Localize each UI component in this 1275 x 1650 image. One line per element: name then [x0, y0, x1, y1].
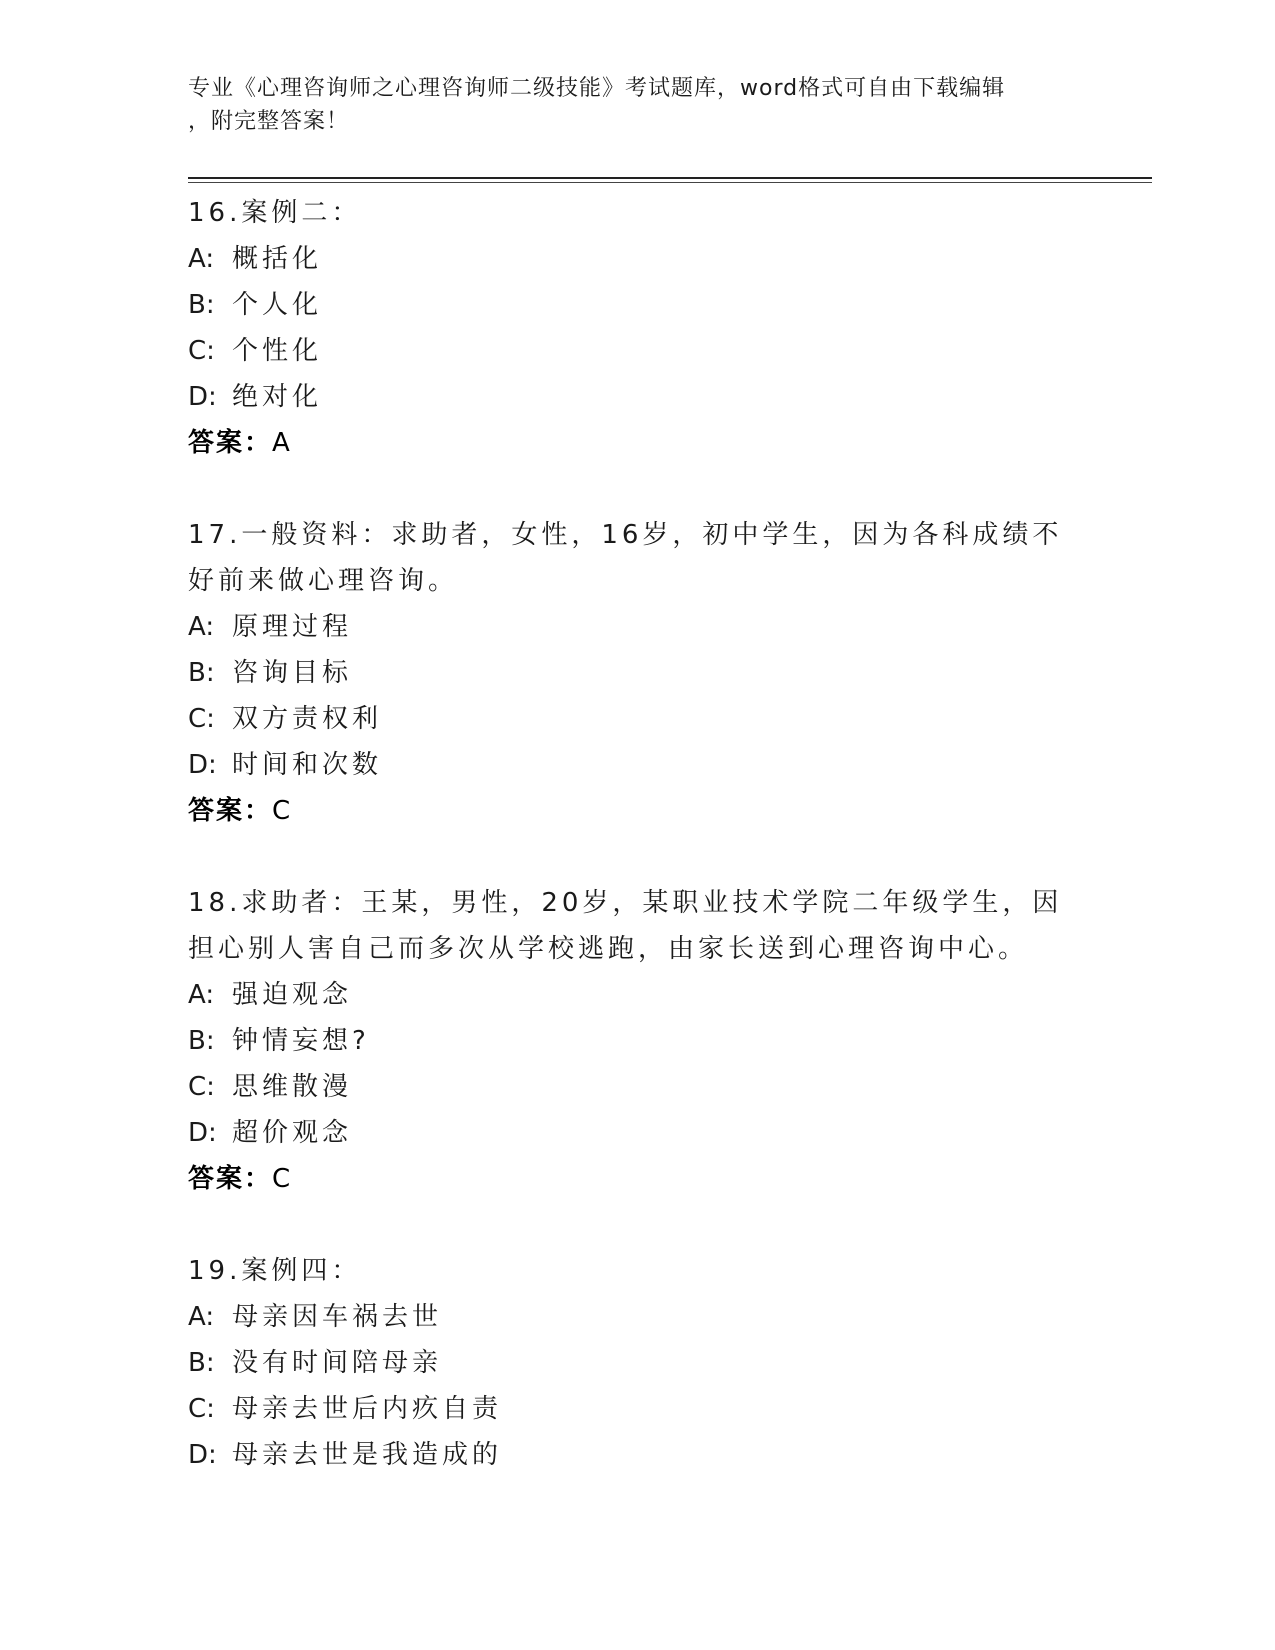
option-text: 超价观念: [232, 1118, 353, 1148]
option-text: 原理过程: [232, 612, 353, 642]
option-text: 概括化: [232, 244, 323, 274]
question-16: [188, 190, 1088, 466]
option-label: D:: [188, 382, 217, 412]
question-stem: 16.案例二：: [188, 198, 362, 228]
option-label: C:: [188, 1394, 215, 1424]
option-b: [188, 650, 1088, 696]
option-d: [188, 1110, 1088, 1156]
answer-label: 答案：: [188, 796, 273, 826]
option-text: 个性化: [232, 336, 323, 366]
option-d: [188, 1432, 1088, 1478]
option-a: [188, 604, 1088, 650]
option-text: 绝对化: [232, 382, 323, 412]
option-d: [188, 742, 1088, 788]
answer-label: 答案：: [188, 1164, 273, 1194]
option-label: A:: [188, 612, 215, 642]
option-text: 强迫观念: [232, 980, 353, 1010]
option-label: D:: [188, 750, 217, 780]
question-list: [188, 190, 1088, 1524]
option-text: 母亲因车祸去世: [232, 1302, 443, 1332]
answer-value: C: [272, 796, 293, 826]
question-stem: 19.案例四：: [188, 1256, 362, 1286]
option-text: 母亲去世是我造成的: [232, 1440, 503, 1470]
option-text: 钟情妄想?: [232, 1026, 370, 1056]
option-text: 思维散漫: [232, 1072, 353, 1102]
option-label: C:: [188, 1072, 215, 1102]
option-d: [188, 374, 1088, 420]
option-b: [188, 282, 1088, 328]
option-c: [188, 1386, 1088, 1432]
header-line-2: ，附完整答案！: [188, 109, 350, 134]
option-a: [188, 236, 1088, 282]
header-line-1: 专业《心理咨询师之心理咨询师二级技能》考试题库，word格式可自由下载编辑: [188, 76, 1006, 101]
option-text: 时间和次数: [232, 750, 383, 780]
option-label: A:: [188, 244, 215, 274]
option-c: [188, 696, 1088, 742]
option-label: C:: [188, 704, 215, 734]
option-text: 咨询目标: [232, 658, 353, 688]
option-label: D:: [188, 1440, 217, 1470]
option-text: 双方责权利: [232, 704, 383, 734]
question-18: [188, 880, 1088, 1202]
option-label: B:: [188, 658, 215, 688]
answer-line: [188, 1156, 1088, 1202]
option-label: A:: [188, 1302, 215, 1332]
option-c: [188, 328, 1088, 374]
answer-line: [188, 788, 1088, 834]
header-divider-thick: [188, 177, 1152, 179]
answer-line: [188, 420, 1088, 466]
question-stem: 18.求助者：王某，男性，20岁，某职业技术学院二年级学生，因担心别人害自己而多次从学校逃跑，由家长送到心理咨询中心。: [188, 888, 1063, 964]
option-text: 母亲去世后内疚自责: [232, 1394, 503, 1424]
answer-value: A: [272, 428, 292, 458]
option-text: 个人化: [232, 290, 323, 320]
header-divider-thin: [188, 182, 1152, 183]
question-19: [188, 1248, 1088, 1478]
option-label: B:: [188, 1026, 215, 1056]
answer-label: 答案：: [188, 428, 273, 458]
option-label: B:: [188, 290, 215, 320]
option-b: [188, 1018, 1088, 1064]
option-label: A:: [188, 980, 215, 1010]
option-c: [188, 1064, 1088, 1110]
option-a: [188, 1294, 1088, 1340]
option-label: B:: [188, 1348, 215, 1378]
option-text: 没有时间陪母亲: [232, 1348, 443, 1378]
answer-value: C: [272, 1164, 293, 1194]
option-a: [188, 972, 1088, 1018]
question-stem: 17.一般资料：求助者，女性，16岁，初中学生，因为各科成绩不好前来做心理咨询。: [188, 520, 1063, 596]
option-label: C:: [188, 336, 215, 366]
option-label: D:: [188, 1118, 217, 1148]
option-b: [188, 1340, 1088, 1386]
question-17: [188, 512, 1088, 834]
document-header: [188, 72, 1068, 138]
